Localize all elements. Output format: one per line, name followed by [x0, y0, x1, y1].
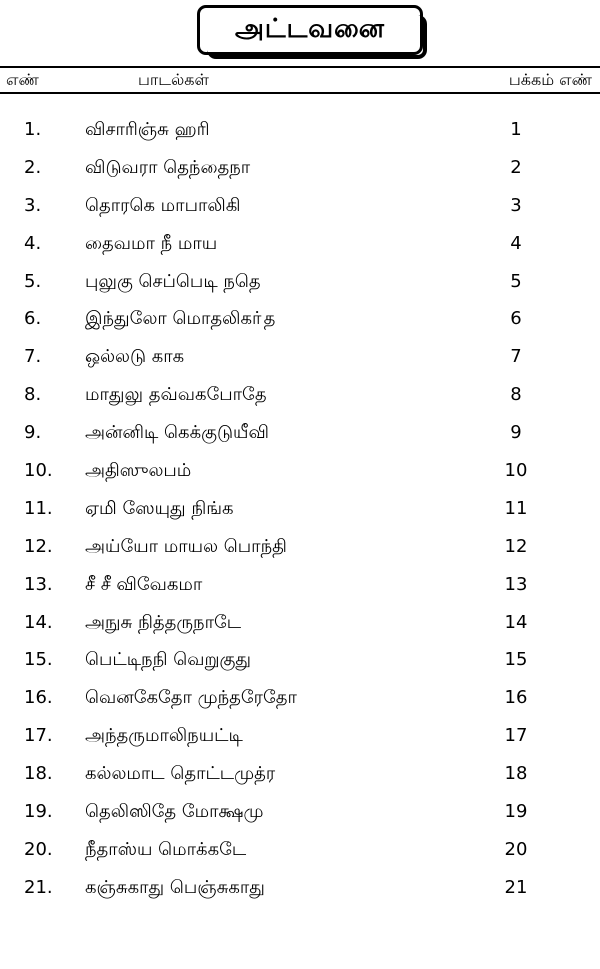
entry-number: 12.	[24, 535, 53, 557]
list-item	[0, 264, 600, 302]
list-item	[0, 301, 600, 339]
entry-song: ஒல்லடு காக	[85, 346, 185, 368]
entry-page: 19	[504, 801, 528, 823]
entry-song: மாதுலு தவ்வகபோதே	[85, 384, 267, 406]
entry-song: வெனகேதோ முந்தரேதோ	[85, 687, 297, 709]
entry-song: ஏமி ஸேயுது நிங்க	[85, 497, 234, 519]
entry-number: 6.	[24, 308, 42, 330]
entry-page: 11	[504, 497, 528, 519]
title-box	[197, 5, 423, 55]
entry-page: 4	[510, 232, 522, 254]
entry-number: 14.	[24, 611, 53, 633]
entry-number: 5.	[24, 270, 42, 292]
list-item	[0, 605, 600, 643]
list-item	[0, 188, 600, 226]
list-item	[0, 642, 600, 680]
entry-song: அன்னிடி கெக்குடுயீவி	[85, 422, 269, 444]
entry-number: 8.	[24, 384, 42, 406]
entry-song: இந்துலோ மொதலிகா்த	[85, 308, 276, 330]
entry-song: பெட்டிநநி வெறுகுது	[85, 649, 252, 671]
entry-number: 15.	[24, 649, 53, 671]
entry-number: 21.	[24, 876, 53, 898]
header-page-number: பக்கம் எண்	[508, 70, 592, 89]
list-item	[0, 718, 600, 756]
entry-number: 18.	[24, 763, 53, 785]
list-item	[0, 415, 600, 453]
entry-number: 16.	[24, 687, 53, 709]
entry-page: 18	[504, 763, 528, 785]
entry-page: 3	[510, 194, 522, 216]
entry-number: 7.	[24, 346, 42, 368]
list-item	[0, 756, 600, 794]
entry-song: அய்யோ மாயல பொந்தி	[85, 535, 287, 557]
entry-page: 15	[504, 649, 528, 671]
list-item	[0, 567, 600, 605]
list-item	[0, 870, 600, 908]
entry-number: 2.	[24, 156, 42, 178]
list-item	[0, 339, 600, 377]
header-songs: பாடல்கள்	[138, 70, 209, 89]
entry-page: 13	[504, 573, 528, 595]
entry-song: தைவமா நீ மாய	[85, 232, 218, 254]
entry-page: 2	[510, 156, 522, 178]
header-rule-bottom	[0, 92, 600, 94]
contents-list	[0, 112, 600, 908]
list-item	[0, 529, 600, 567]
entry-page: 10	[504, 460, 528, 482]
entry-number: 4.	[24, 232, 42, 254]
entry-song: கஞ்சுகாது பெஞ்சுகாது	[85, 876, 265, 898]
list-item	[0, 491, 600, 529]
header-number: எண்	[6, 70, 39, 89]
entry-number: 17.	[24, 725, 53, 747]
entry-song: விசாரிஞ்சு ஹரி	[85, 119, 210, 140]
entry-number: 10.	[24, 460, 53, 482]
entry-page: 5	[510, 270, 522, 292]
entry-page: 12	[504, 535, 528, 557]
entry-page: 9	[510, 422, 522, 444]
entry-page: 8	[510, 384, 522, 406]
entry-page: 1	[510, 119, 522, 140]
entry-page: 7	[510, 346, 522, 368]
entry-song: விடுவரா தெந்தைநா	[85, 156, 251, 178]
entry-page: 17	[504, 725, 528, 747]
entry-number: 19.	[24, 801, 53, 823]
entry-number: 1.	[24, 119, 42, 140]
entry-song: நீதாஸ்ய மொக்கடே	[85, 838, 247, 860]
entry-song: அநுசு நித்தருநாடே	[85, 611, 242, 633]
list-item	[0, 112, 600, 150]
entry-page: 14	[504, 611, 528, 633]
list-item	[0, 453, 600, 491]
list-item	[0, 150, 600, 188]
entry-page: 6	[510, 308, 522, 330]
list-item	[0, 680, 600, 718]
entry-song: அந்தருமாலிநயட்டி	[85, 725, 243, 747]
list-item	[0, 794, 600, 832]
entry-song: சீ சீ விவேகமா	[85, 573, 203, 595]
list-item	[0, 832, 600, 870]
entry-page: 20	[504, 838, 528, 860]
entry-number: 20.	[24, 838, 53, 860]
entry-song: புலுகு செப்பெடி நதெ	[85, 270, 261, 292]
entry-page: 16	[504, 687, 528, 709]
entry-number: 13.	[24, 573, 53, 595]
list-item	[0, 377, 600, 415]
list-item	[0, 226, 600, 264]
entry-song: தெலிஸிதே மோக்ஷமு	[85, 801, 264, 823]
entry-song: தொரகெ மாபாலிகி	[85, 194, 241, 216]
entry-song: அதிஸுலபம்	[85, 460, 192, 482]
page-title: அட்டவனை	[235, 13, 385, 44]
entry-song: கல்லமாட தொட்டமுத்ர	[85, 763, 276, 785]
entry-number: 11.	[24, 497, 53, 519]
entry-page: 21	[504, 876, 528, 898]
entry-number: 9.	[24, 422, 42, 444]
entry-number: 3.	[24, 194, 42, 216]
